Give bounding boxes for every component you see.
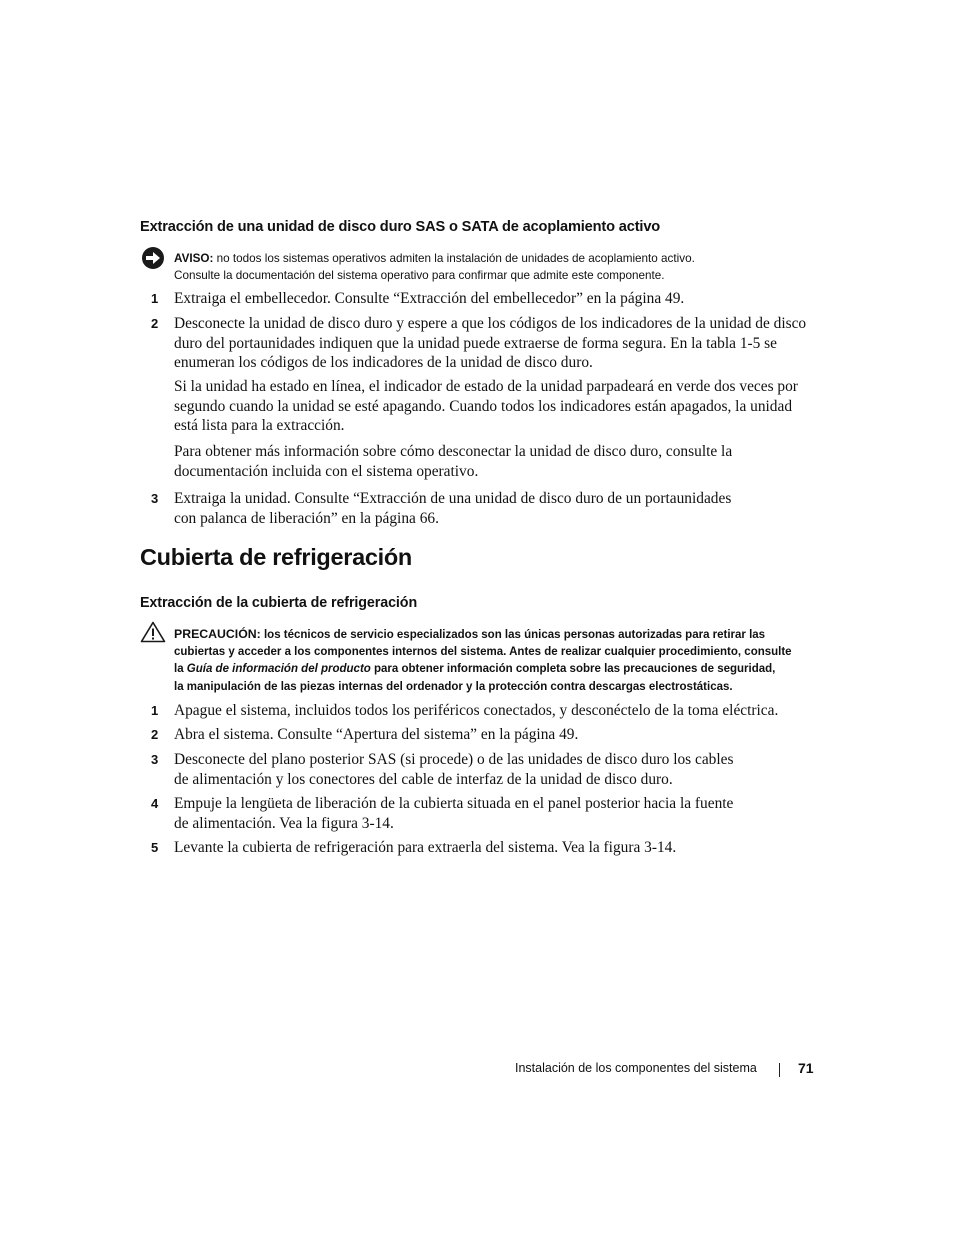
step-number: 3 [151, 491, 159, 506]
step-line: Levante la cubierta de refrigeración para extraerla del sistema. Vea la figura 3-14. [174, 839, 677, 856]
step-text [174, 289, 819, 309]
step-number: 3 [151, 752, 159, 767]
step-number: 2 [151, 316, 159, 331]
step-number: 4 [151, 796, 159, 811]
notice-text-2: Consulte la documentación del sistema operativo para confirmar que admite este componente. [174, 269, 665, 282]
step-line: Abra el sistema. Consulte “Apertura del sistema” en la página 49. [174, 726, 579, 743]
step-line: Desconecte la unidad de disco duro y espere a que los códigos de los indicadores de la unidad de disco [174, 315, 807, 332]
section-heading-sas-sata: Extracción de una unidad de disco duro SAS o SATA de acoplamiento activo [140, 219, 661, 235]
step-number: 5 [151, 840, 159, 855]
notice-text-1: no todos los sistemas operativos admiten la instalación de unidades de acoplamiento activo. [216, 252, 695, 265]
step-number: 1 [151, 703, 159, 718]
step-line: de alimentación. Vea la figura 3-14. [174, 814, 394, 832]
footer-divider [779, 1063, 780, 1077]
caution-text-1: los técnicos de servicio especializados son las únicas personas autorizadas para retirar las [263, 629, 766, 641]
step-line: Empuje la lengüeta de liberación de la cubierta situada en el panel posterior hacia la fuente [174, 795, 734, 812]
caution-text-3-italic: Guía de información del producto [186, 663, 371, 676]
step-line: Desconecte del plano posterior SAS (si procede) o de las unidades de disco duro los cables [174, 751, 734, 768]
paragraph-line: segundo cuando la unidad se esté apagando. Cuando todos los indicadores están apagados, la unidad [174, 397, 793, 415]
step-text [174, 314, 819, 373]
step-line: duro del portaunidades indiquen que la unidad puede extraerse de forma segura. En la tabla 1-5 se [174, 334, 778, 352]
notice-block [174, 250, 824, 284]
caution-text-3a: la [174, 663, 184, 676]
notice-line-1 [174, 250, 824, 267]
paragraph-line: Si la unidad ha estado en línea, el indicador de estado de la unidad parpadeará en verde dos veces por [174, 378, 798, 395]
step-line: enumeran los códigos de los indicadores de la unidad de disco duro. [174, 354, 593, 371]
caution-text-4: la manipulación de las piezas internas del ordenador y la protección contra descargas electrostáticas. [174, 680, 733, 693]
notice-arrow-icon [141, 246, 165, 270]
paragraph [174, 377, 819, 436]
step-text [174, 701, 819, 721]
paragraph-line: está lista para la extracción. [174, 417, 345, 434]
page-number: 71 [798, 1060, 814, 1076]
caution-line-3 [174, 661, 824, 678]
step-text [174, 489, 819, 528]
paragraph [174, 442, 819, 481]
step-line: Apague el sistema, incluidos todos los periféricos conectados, y desconéctelo de la toma eléctrica. [174, 702, 779, 719]
step-line: de alimentación y los conectores del cable de interfaz de la unidad de disco duro. [174, 770, 673, 788]
paragraph-line: documentación incluida con el sistema operativo. [174, 462, 479, 480]
step-line: Extraiga la unidad. Consulte “Extracción de una unidad de disco duro de un portaunidades [174, 490, 732, 507]
caution-block [174, 626, 824, 696]
notice-label: AVISO: [174, 252, 214, 265]
section-title: Cubierta de refrigeración [140, 544, 412, 570]
step-text [174, 750, 819, 789]
step-text [174, 794, 819, 833]
caution-warning-icon [140, 621, 166, 643]
caution-label: PRECAUCIÓN: [174, 627, 261, 641]
paragraph-line: Para obtener más información sobre cómo desconectar la unidad de disco duro, consulte la [174, 443, 733, 460]
step-line: Extraiga el embellecedor. Consulte “Extracción del embellecedor” en la página 49. [174, 290, 685, 307]
step-text [174, 838, 819, 858]
caution-line-1 [174, 626, 824, 644]
caution-text-3b: para obtener información completa sobre las precauciones de seguridad, [374, 663, 776, 676]
step-text [174, 725, 819, 745]
subsection-heading: Extracción de la cubierta de refrigeración [140, 595, 418, 611]
caution-text-2: cubiertas y acceder a los componentes internos del sistema. Antes de realizar cualquier procedimiento, consulte [174, 646, 792, 659]
step-number: 1 [151, 291, 159, 306]
step-line: con palanca de liberación” en la página 66. [174, 509, 439, 527]
footer-chapter-title: Instalación de los componentes del sistema [515, 1061, 757, 1075]
step-number: 2 [151, 727, 159, 742]
